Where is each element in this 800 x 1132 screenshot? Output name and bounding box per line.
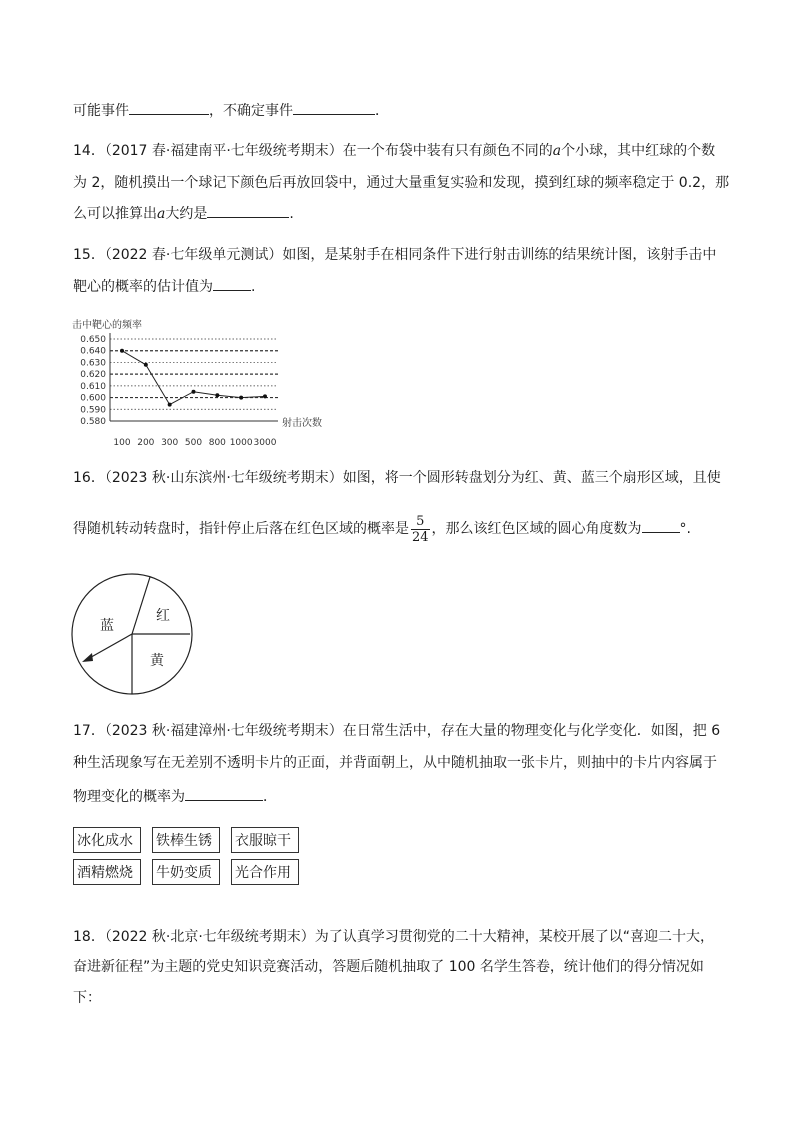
q16-line-1 — [73, 468, 721, 488]
card-clothes-dry: 衣服晾干 — [231, 827, 299, 853]
answer-blank — [129, 100, 209, 115]
variable-a: a — [157, 206, 166, 222]
fraction-5-24 — [411, 514, 430, 545]
q13-tail-line — [73, 100, 389, 121]
q14-line-3 — [73, 203, 294, 224]
frequency-line-chart — [70, 316, 350, 451]
q14-line-1 — [73, 141, 715, 161]
q13-text-3: ． — [375, 103, 389, 119]
x-axis-label: 射击次数 — [282, 418, 322, 429]
variable-a: a — [552, 143, 562, 159]
x-tick-label: 800 — [208, 438, 226, 448]
q16-text: ，那么该红色区域的圆心角度数为 — [431, 521, 642, 537]
pointer-arrow — [86, 634, 132, 660]
q14-text: 个小球，其中红球的个数 — [561, 143, 716, 159]
q17-text: ． — [263, 789, 277, 805]
q15-line-1 — [73, 245, 716, 265]
q18-line-2 — [73, 957, 704, 977]
q16-text: 得随机转动转盘时，指针停止后落在红色区域的概率是 — [73, 521, 409, 537]
q15-text: . — [251, 279, 256, 295]
x-tick-label: 200 — [137, 438, 155, 448]
q15-text: 靶心的概率的估计值为 — [73, 279, 213, 295]
q17-line-1 — [73, 721, 720, 741]
y-tick-label: 0.650 — [80, 335, 106, 345]
q13-text-1: 可能事件 — [73, 103, 129, 119]
data-point — [120, 349, 124, 353]
y-tick-label: 0.620 — [80, 370, 106, 381]
q14-text: 为 2，随机摸出一个球记下颜色后再放回袋中，通过大量重复实验和发现，摸到红球的频率稳定于 0.2，那 — [73, 175, 730, 191]
card-alcohol-burn: 酒精燃烧 — [73, 859, 141, 885]
q14-text: 大约是 — [165, 206, 208, 222]
q14-text: . — [289, 206, 294, 222]
q15-line-2 — [73, 276, 255, 297]
q15-text: 15．（2022 春·七年级单元测试）如图，是某射手在相同条件下进行射击训练的结果统计图，该射手击中 — [73, 247, 717, 263]
q16-text: 16．（2023 秋·山东滨州·七年级统考期末）如图，将一个圆形转盘划分为红、黄、蓝三个扇形区域，且使 — [73, 470, 721, 486]
answer-blank — [185, 786, 263, 801]
answer-blank — [207, 203, 289, 218]
q18-text: 18．（2022 秋·北京·七年级统考期末）为了认真学习贯彻党的二十大精神，某校开展了以“喜迎二十大， — [73, 929, 715, 945]
y-tick-label: 0.640 — [80, 346, 106, 357]
sector-label-yellow: 黄 — [150, 653, 164, 669]
spinner-diagram — [70, 572, 194, 696]
data-point — [263, 394, 267, 398]
q14-line-2 — [73, 173, 729, 193]
x-tick-label: 100 — [113, 438, 131, 448]
card-ice-to-water: 冰化成水 — [73, 827, 141, 853]
answer-blank — [213, 276, 251, 291]
y-tick-label: 0.590 — [80, 405, 106, 416]
data-point — [144, 363, 148, 367]
q17-text: 物理变化的概率为 — [73, 789, 185, 805]
x-tick-label: 300 — [161, 438, 179, 448]
sector-divider — [132, 577, 150, 634]
fraction-denominator: 24 — [412, 529, 429, 545]
card-iron-rust: 铁棒生锈 — [152, 827, 220, 853]
card-milk-spoil: 牛奶变质 — [152, 859, 220, 885]
sector-label-blue: 蓝 — [100, 618, 114, 634]
data-point — [239, 396, 243, 400]
y-tick-label: 0.610 — [80, 381, 106, 392]
q18-line-1 — [73, 927, 714, 947]
answer-blank — [642, 518, 680, 533]
answer-blank — [293, 100, 375, 115]
q13-text-2: ，不确定事件 — [209, 103, 293, 119]
q16-line-2 — [73, 512, 691, 546]
q17-text: 种生活现象写在无差别不透明卡片的正面，并背面朝上，从中随机抽取一张卡片，则抽中的卡片内容属于 — [73, 755, 717, 771]
y-axis-label: 击中靶心的频率 — [72, 320, 142, 331]
arrow-head-icon — [82, 653, 93, 662]
q16-text: °. — [679, 521, 691, 537]
y-tick-label: 0.580 — [80, 417, 106, 427]
y-tick-label: 0.600 — [80, 393, 106, 404]
q18-text: 奋进新征程”为主题的党史知识竞赛活动，答题后随机抽取了 100 名学生答卷，统计他们的得分情况如 — [73, 959, 704, 975]
series-line — [122, 351, 265, 405]
data-point — [168, 403, 172, 407]
y-tick-label: 0.630 — [80, 358, 106, 369]
q17-text: 17．（2023 秋·福建漳州·七年级统考期末）在日常生活中，存在大量的物理变化与化学变化．如图，把 6 — [73, 723, 721, 739]
q14-text: 么可以推算出 — [73, 206, 157, 222]
data-point — [192, 390, 196, 394]
q18-text: 下： — [73, 990, 101, 1006]
x-tick-label: 1000 — [229, 438, 253, 448]
data-point — [215, 393, 219, 397]
card-photosynthesis: 光合作用 — [231, 859, 299, 885]
q14-text: 14．（2017 春·福建南平·七年级统考期末）在一个布袋中装有只有颜色不同的 — [73, 143, 553, 159]
sector-label-red: 红 — [156, 608, 170, 624]
q17-line-2 — [73, 753, 717, 773]
fraction-numerator: 5 — [411, 514, 430, 530]
x-tick-label: 500 — [184, 438, 203, 448]
x-tick-label: 3000 — [253, 438, 277, 448]
q18-line-3 — [73, 988, 101, 1008]
q17-line-3 — [73, 786, 277, 807]
